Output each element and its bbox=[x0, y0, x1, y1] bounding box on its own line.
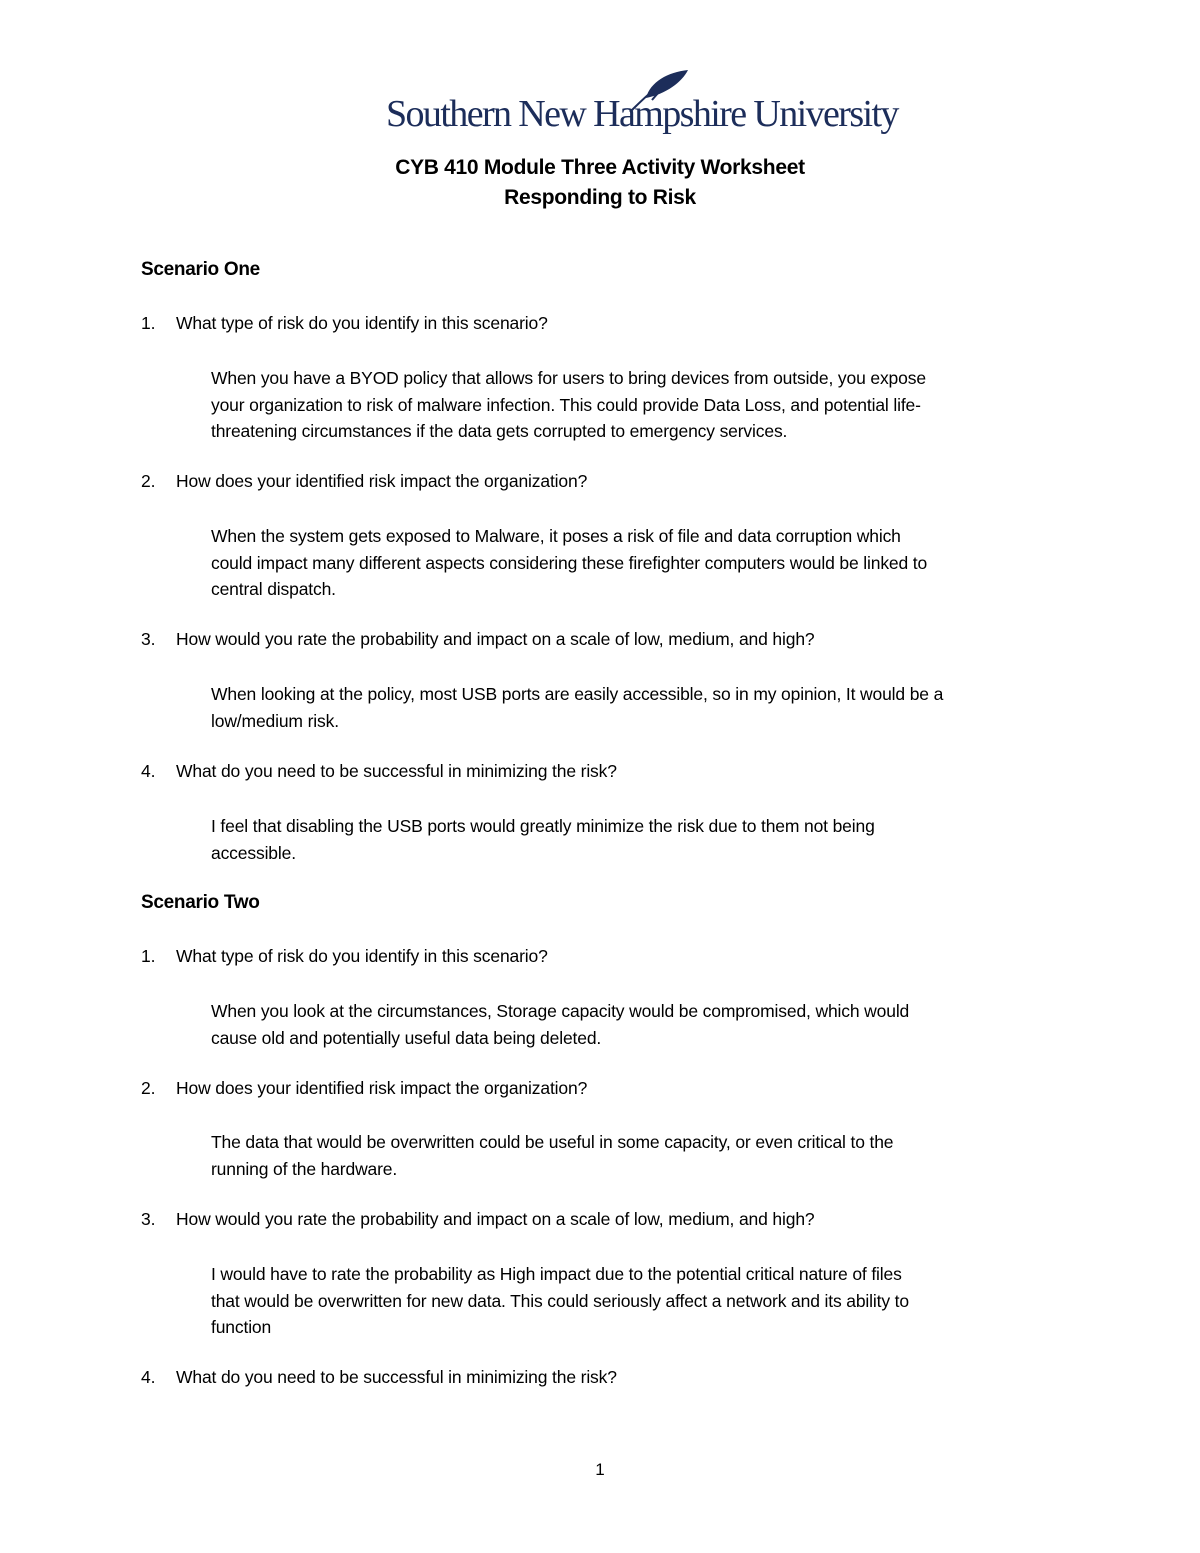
answer-line: When looking at the policy, most USB ports are easily accessible, so in my opinion, It would be a bbox=[211, 684, 944, 704]
scenario-one-heading: Scenario One bbox=[141, 259, 260, 280]
document-title: CYB 410 Module Three Activity Worksheet bbox=[395, 156, 805, 179]
page-number: 1 bbox=[595, 1460, 605, 1479]
question-item bbox=[141, 471, 587, 492]
question-item bbox=[141, 1078, 587, 1099]
question-item bbox=[141, 1367, 617, 1388]
question-number: 1. bbox=[141, 313, 156, 333]
question-number: 2. bbox=[141, 471, 156, 491]
answer-text bbox=[211, 1261, 1061, 1341]
question-number: 4. bbox=[141, 761, 156, 781]
answer-text bbox=[211, 523, 1061, 603]
answer-line: When you have a BYOD policy that allows for users to bring devices from outside, you expose bbox=[211, 368, 926, 388]
scenario-two-heading: Scenario Two bbox=[141, 892, 260, 913]
answer-line: low/medium risk. bbox=[211, 710, 339, 731]
university-logo bbox=[386, 68, 898, 138]
answer-text bbox=[211, 681, 1061, 734]
answer-line: accessible. bbox=[211, 842, 296, 863]
question-text: What type of risk do you identify in this scenario? bbox=[176, 313, 548, 333]
question-number: 1. bbox=[141, 946, 156, 966]
answer-line: cause old and potentially useful data being deleted. bbox=[211, 1027, 602, 1048]
question-number: 3. bbox=[141, 629, 156, 649]
document-subtitle: Responding to Risk bbox=[504, 186, 696, 209]
question-text: How would you rate the probability and impact on a scale of low, medium, and high? bbox=[176, 1209, 815, 1229]
answer-line: When you look at the circumstances, Storage capacity would be compromised, which would bbox=[211, 1001, 910, 1021]
answer-line: When the system gets exposed to Malware, it poses a risk of file and data corruption which bbox=[211, 526, 901, 546]
question-text: What do you need to be successful in minimizing the risk? bbox=[176, 1367, 617, 1387]
answer-line: The data that would be overwritten could be useful in some capacity, or even critical to the bbox=[211, 1132, 894, 1152]
question-number: 2. bbox=[141, 1078, 156, 1098]
question-item bbox=[141, 761, 617, 782]
answer-text bbox=[211, 998, 1061, 1051]
question-number: 3. bbox=[141, 1209, 156, 1229]
answer-line: function bbox=[211, 1317, 272, 1337]
answer-line: central dispatch. bbox=[211, 579, 336, 599]
question-text: What do you need to be successful in minimizing the risk? bbox=[176, 761, 617, 781]
answer-line: I would have to rate the probability as High impact due to the potential critical nature of files bbox=[211, 1264, 902, 1284]
answer-line: your organization to risk of malware infection. This could provide Data Loss, and potential life- bbox=[211, 394, 921, 415]
question-text: How does your identified risk impact the organization? bbox=[176, 1078, 588, 1098]
answer-text bbox=[211, 813, 1061, 866]
answer-line: could impact many different aspects considering these firefighter computers would be linked to bbox=[211, 552, 928, 573]
answer-text bbox=[211, 1129, 1061, 1182]
answer-line: I feel that disabling the USB ports would greatly minimize the risk due to them not being bbox=[211, 816, 875, 836]
question-item bbox=[141, 946, 548, 967]
question-item bbox=[141, 313, 548, 334]
question-text: How would you rate the probability and impact on a scale of low, medium, and high? bbox=[176, 629, 815, 649]
question-text: How does your identified risk impact the organization? bbox=[176, 471, 588, 491]
question-text: What type of risk do you identify in this scenario? bbox=[176, 946, 548, 966]
logo-wordmark: Southern New Hampshire University bbox=[386, 93, 898, 135]
question-number: 4. bbox=[141, 1367, 156, 1387]
question-item bbox=[141, 629, 815, 650]
answer-line: threatening circumstances if the data gets corrupted to emergency services. bbox=[211, 421, 788, 441]
question-item bbox=[141, 1209, 815, 1230]
answer-line: running of the hardware. bbox=[211, 1158, 398, 1179]
answer-line: that would be overwritten for new data. This could seriously affect a network and its ability to bbox=[211, 1290, 909, 1311]
answer-text bbox=[211, 365, 1061, 445]
